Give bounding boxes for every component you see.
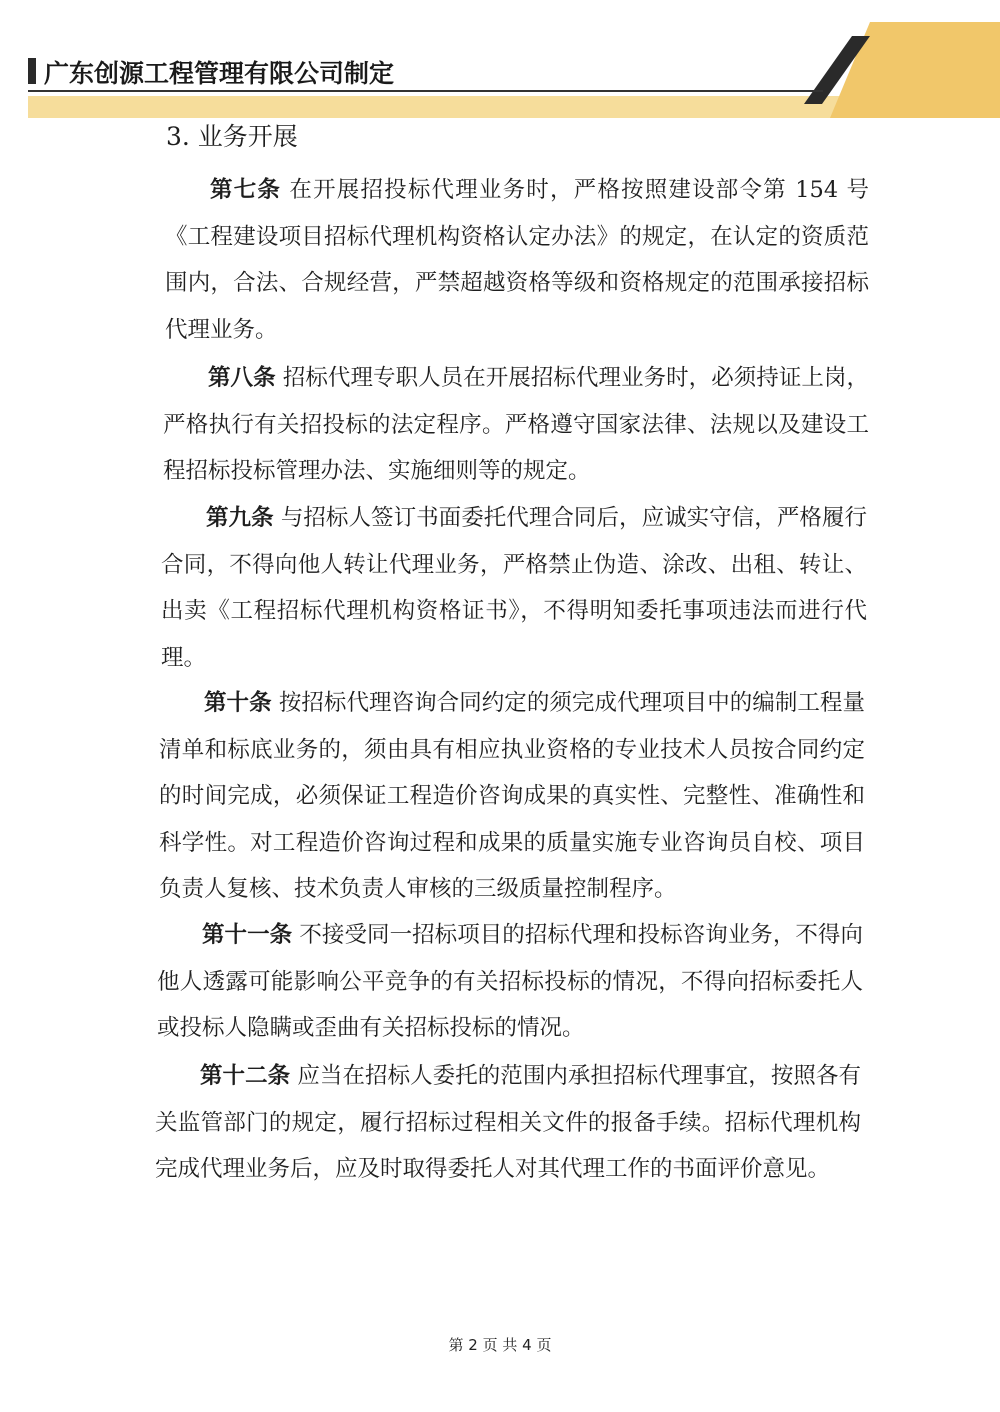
article-10 xyxy=(159,680,865,913)
article-text: 在开展招投标代理业务时，严格按照建设部令第 154 号《工程建设项目招标代理机构资格认定办法》的规定，在认定的资质范围内，合法、合规经营，严禁超越资格等级和资格规定的范围承接招标代理业务。 xyxy=(165,177,869,343)
article-7 xyxy=(165,167,869,353)
article-text: 按招标代理咨询合同约定的须完成代理项目中的编制工程量清单和标底业务的，须由具有相应执业资格的专业技术人员按合同约定的时间完成，必须保证工程造价咨询成果的真实性、完整性、准确性和科学性。对工程造价咨询过程和成果的质量实施专业咨询员自校、项目负责人复核、技术负责人审核的三级质量控制程序。 xyxy=(159,690,865,902)
article-text: 不接受同一招标项目的招标代理和投标咨询业务，不得向他人透露可能影响公平竞争的有关招标投标的情况，不得向招标委托人或投标人隐瞒或歪曲有关招标投标的情况。 xyxy=(157,922,863,1041)
article-9 xyxy=(161,495,867,681)
section-heading: 3. 业务开展 xyxy=(166,122,298,151)
header-rule xyxy=(28,90,823,92)
article-text: 招标代理专职人员在开展招标代理业务时，必须持证上岗，严格执行有关招投标的法定程序。严格遵守国家法律、法规以及建设工程招标投标管理办法、实施细则等的规定。 xyxy=(163,365,869,484)
article-11 xyxy=(157,912,863,1052)
article-12 xyxy=(155,1053,861,1193)
article-8 xyxy=(163,355,869,495)
article-title: 第十条 xyxy=(204,690,272,716)
article-title: 第九条 xyxy=(206,505,274,531)
page-number: 第 2 页 共 4 页 xyxy=(448,1336,552,1354)
page-header xyxy=(0,0,1000,125)
article-title: 第七条 xyxy=(210,177,282,203)
article-title: 第十一条 xyxy=(202,922,293,948)
article-title: 第十二条 xyxy=(200,1063,291,1089)
article-text: 应当在招标人委托的范围内承担招标代理事宜，按照各有关监管部门的规定，履行招标过程相关文件的报备手续。招标代理机构完成代理业务后，应及时取得委托人对其代理工作的书面评价意见。 xyxy=(155,1063,861,1182)
company-title: 广东创源工程管理有限公司制定 xyxy=(44,59,395,88)
header-bar-marker xyxy=(28,58,36,84)
article-title: 第八条 xyxy=(208,365,276,391)
article-text: 与招标人签订书面委托代理合同后，应诚实守信，严格履行合同，不得向他人转让代理业务，严格禁止伪造、涂改、出租、转让、出卖《工程招标代理机构资格证书》，不得明知委托事项违法而进行代理。 xyxy=(161,505,867,671)
